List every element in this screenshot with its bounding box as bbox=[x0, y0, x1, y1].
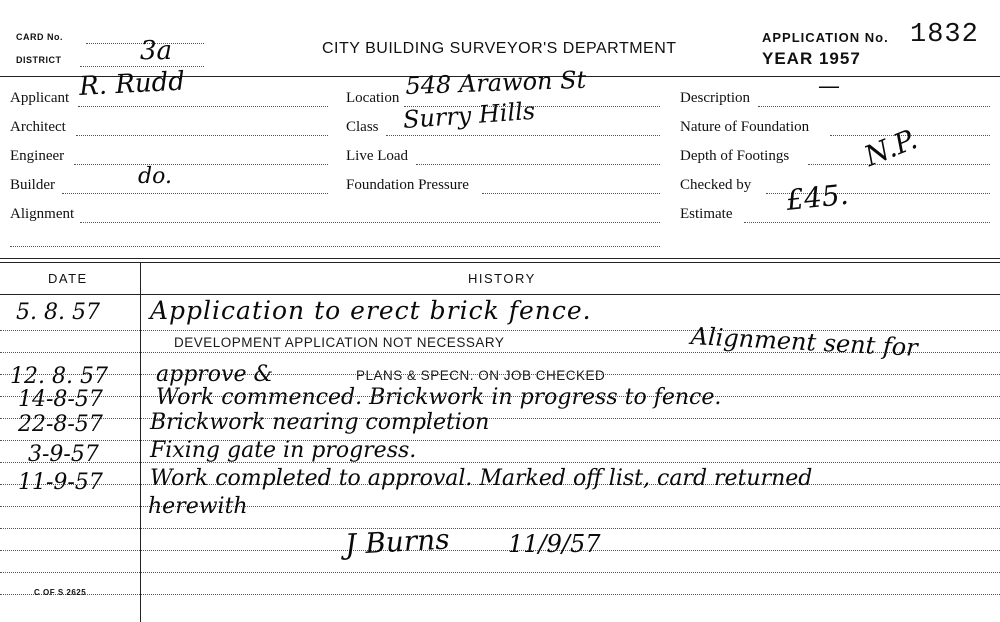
entry-date: 14-8-57 bbox=[18, 387, 103, 412]
foundation-pressure-label: Foundation Pressure bbox=[346, 177, 469, 193]
estimate-line bbox=[744, 222, 990, 223]
engineer-label: Engineer bbox=[10, 148, 65, 164]
live-load-label: Live Load bbox=[346, 148, 409, 164]
nature-of-foundation-label: Nature of Foundation bbox=[680, 119, 810, 135]
entry-text: Brickwork nearing completion bbox=[150, 410, 490, 435]
rule bbox=[0, 528, 1000, 529]
alignment-line-2 bbox=[10, 246, 660, 247]
entry-text: Fixing gate in progress. bbox=[150, 438, 417, 463]
builder-line bbox=[62, 193, 328, 194]
description-value: — bbox=[818, 74, 840, 99]
entry-date: 3-9-57 bbox=[28, 442, 99, 467]
estimate-value: £45. bbox=[784, 177, 851, 217]
engineer-line bbox=[74, 164, 328, 165]
live-load-line bbox=[416, 164, 660, 165]
entry-date: 12. 8. 57 bbox=[10, 364, 108, 389]
entry-text: approve & bbox=[156, 362, 274, 387]
builder-value: do. bbox=[138, 164, 172, 189]
entry-text: Alignment sent for bbox=[690, 322, 919, 362]
class-value: Surry Hills bbox=[402, 96, 536, 134]
applicant-value: R. Rudd bbox=[78, 66, 186, 102]
entry-text: herewith bbox=[148, 494, 248, 519]
entry-text: Application to erect brick fence. bbox=[150, 296, 592, 325]
district-line bbox=[80, 66, 204, 67]
application-no-value: 1832 bbox=[910, 20, 979, 50]
description-label: Description bbox=[680, 90, 750, 106]
description-line bbox=[758, 106, 990, 107]
card-no-label: CARD No. bbox=[16, 32, 63, 42]
table-top-rule-2 bbox=[0, 262, 1000, 263]
foundation-pressure-line bbox=[482, 193, 660, 194]
builder-label: Builder bbox=[10, 177, 55, 193]
signature: J Burns bbox=[344, 522, 451, 561]
depth-of-footings-line bbox=[808, 164, 990, 165]
depth-of-footings-value: N.P. bbox=[859, 122, 922, 173]
applicant-label: Applicant bbox=[10, 90, 70, 106]
district-value: 3a bbox=[140, 36, 173, 66]
checked-by-label: Checked by bbox=[680, 177, 752, 193]
estimate-label: Estimate bbox=[680, 206, 733, 222]
architect-line bbox=[76, 135, 328, 136]
location-label: Location bbox=[346, 90, 400, 106]
table-header-rule bbox=[0, 294, 1000, 295]
district-label: DISTRICT bbox=[16, 55, 62, 65]
date-column-divider bbox=[140, 262, 141, 622]
location-value: 548 Arawon St bbox=[405, 65, 587, 100]
class-line bbox=[386, 135, 660, 136]
application-no-label: APPLICATION No. bbox=[762, 30, 889, 45]
entry-text: Work commenced. Brickwork in progress to fence. bbox=[156, 385, 722, 410]
table-top-rule bbox=[0, 258, 1000, 259]
department-title: CITY BUILDING SURVEYOR'S DEPARTMENT bbox=[322, 40, 677, 57]
depth-of-footings-label: Depth of Footings bbox=[680, 148, 790, 164]
development-stamp: DEVELOPMENT APPLICATION NOT NECESSARY bbox=[174, 335, 505, 350]
entry-text: Work completed to approval. Marked off list, card returned bbox=[150, 466, 813, 491]
signature-date: 11/9/57 bbox=[508, 530, 601, 558]
year-label: YEAR 1957 bbox=[762, 49, 861, 68]
rule bbox=[0, 594, 1000, 595]
class-label: Class bbox=[346, 119, 379, 135]
entry-date: 22-8-57 bbox=[18, 412, 103, 437]
applicant-line bbox=[78, 106, 328, 107]
plans-checked-stamp: PLANS & SPECN. ON JOB CHECKED bbox=[356, 368, 606, 383]
date-header: DATE bbox=[48, 271, 88, 286]
history-header: HISTORY bbox=[468, 271, 536, 286]
form-code: C OF S 2625 bbox=[34, 588, 87, 597]
rule bbox=[0, 550, 1000, 551]
rule bbox=[0, 572, 1000, 573]
entry-date: 11-9-57 bbox=[18, 470, 103, 495]
architect-label: Architect bbox=[10, 119, 66, 135]
alignment-line bbox=[80, 222, 660, 223]
entry-date: 5. 8. 57 bbox=[16, 300, 100, 325]
alignment-label: Alignment bbox=[10, 206, 75, 222]
